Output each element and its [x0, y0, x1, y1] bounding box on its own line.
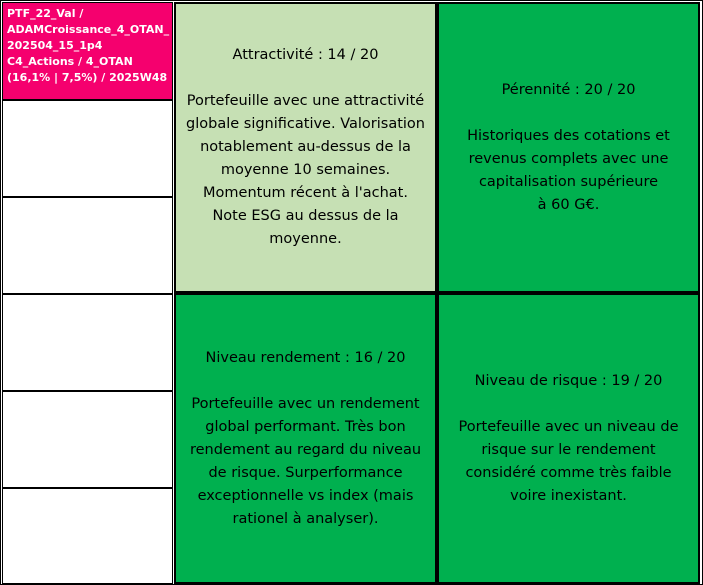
perennite-heading: Pérennité : 20 / 20 [501, 81, 636, 98]
empty-cell [2, 488, 173, 584]
risque-card [437, 293, 700, 584]
empty-cell [2, 391, 173, 488]
attractivite-card [174, 2, 437, 293]
risque-heading: Niveau de risque : 19 / 20 [474, 372, 663, 389]
portfolio-title: PTF_22_Val / ADAMCroissance_4_OTAN_ 202504_15_1p4 C4_Actions / 4_OTAN (16,1% | 7,5%) / 2025W48 [2, 2, 173, 100]
rendement-card [174, 293, 437, 584]
empty-cell [2, 197, 173, 294]
attractivite-description: Portefeuille avec une attractivité globale significative. Valorisation notablement au-dessus de la moyenne 10 semaines. Momentum récent à l'achat. Note ESG au dessus de la moyenne. [186, 93, 425, 247]
empty-cell [2, 100, 173, 197]
attractivite-heading: Attractivité : 14 / 20 [232, 47, 379, 63]
perennite-description: Historiques des cotations et revenus complets avec une capitalisation supérieure à 60 G€. [467, 127, 670, 213]
risque-description: Portefeuille avec un niveau de risque sur le rendement considéré comme très faible voire inexistant. [458, 418, 679, 504]
perennite-card [437, 2, 700, 293]
empty-cell [2, 294, 173, 391]
rendement-description: Portefeuille avec un rendement global performant. Très bon rendement au regard du niveau de risque. Surperformance exceptionnelle vs index (mais rationel à analyser). [189, 395, 422, 527]
rendement-heading: Niveau rendement : 16 / 20 [205, 349, 406, 366]
